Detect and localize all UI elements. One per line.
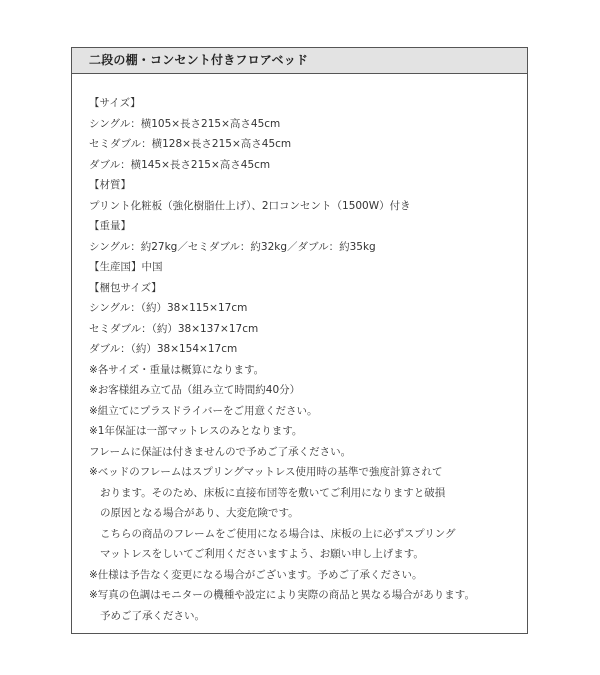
spec-body — [89, 93, 521, 626]
note-assembly: ※お客様組み立て品（組み立て時間約40分） — [89, 384, 301, 396]
size-double: ダブル：横145×長さ215×高さ45cm — [89, 158, 271, 171]
section-heading-weight: 【重量】 — [89, 220, 131, 232]
note-warranty: ※1年保証は一部マットレスのみとなります。 — [89, 425, 303, 437]
size-single: シングル：横105×長さ215×高さ45cm — [89, 117, 281, 130]
note-photo-color-cont: 予めご了承ください。 — [100, 609, 205, 622]
size-semi-double: セミダブル：横128×長さ215×高さ45cm — [89, 138, 292, 150]
note-frame-strength-cont-2: の原因となる場合があり、大変危険です。 — [100, 507, 299, 519]
section-heading-package-size: 【梱包サイズ】 — [89, 281, 162, 294]
note-screwdriver: ※組立てにプラスドライバーをご用意ください。 — [89, 404, 318, 417]
material-text: プリント化粧板（強化樹脂仕上げ）、2口コンセント（1500W）付き — [89, 199, 411, 212]
section-heading-material: 【材質】 — [89, 179, 131, 191]
note-frame-strength-cont-1: おります。そのため、床板に直接布団等を敷いてご利用になりますと破損 — [100, 486, 446, 499]
note-frame-strength-cont-4: マットレスをしいてご利用くださいますよう、お願い申し上げます。 — [100, 548, 424, 560]
weight-text: シングル：約27kg／セミダブル：約32kg／ダブル：約35kg — [89, 240, 376, 253]
note-frame-strength-cont-3: こちらの商品のフレームをご使用になる場合は、床板の上に必ずスプリング — [100, 527, 456, 540]
section-heading-size: 【サイズ】 — [89, 97, 141, 109]
note-warranty-frame: フレームに保証は付きませんので予めご了承ください。 — [89, 445, 352, 458]
package-semi-double: セミダブル：（約）38×137×17cm — [89, 322, 259, 335]
spec-box — [71, 47, 528, 634]
note-approximate: ※各サイズ・重量は概算になります。 — [89, 363, 265, 376]
spec-title: 二段の棚・コンセント付きフロアベッド — [72, 48, 527, 74]
package-double: ダブル：（約）38×154×17cm — [89, 343, 238, 355]
country-of-origin: 【生産国】中国 — [89, 261, 163, 273]
package-single: シングル：（約）38×115×17cm — [89, 302, 248, 314]
note-spec-change: ※仕様は予告なく変更になる場合がございます。予めご了承ください。 — [89, 568, 423, 581]
note-frame-strength: ※ベッドのフレームはスプリングマットレス使用時の基準で強度計算されて — [89, 466, 443, 478]
note-photo-color: ※写真の色調はモニターの機種や設定により実際の商品と異なる場合があります。 — [89, 589, 475, 601]
